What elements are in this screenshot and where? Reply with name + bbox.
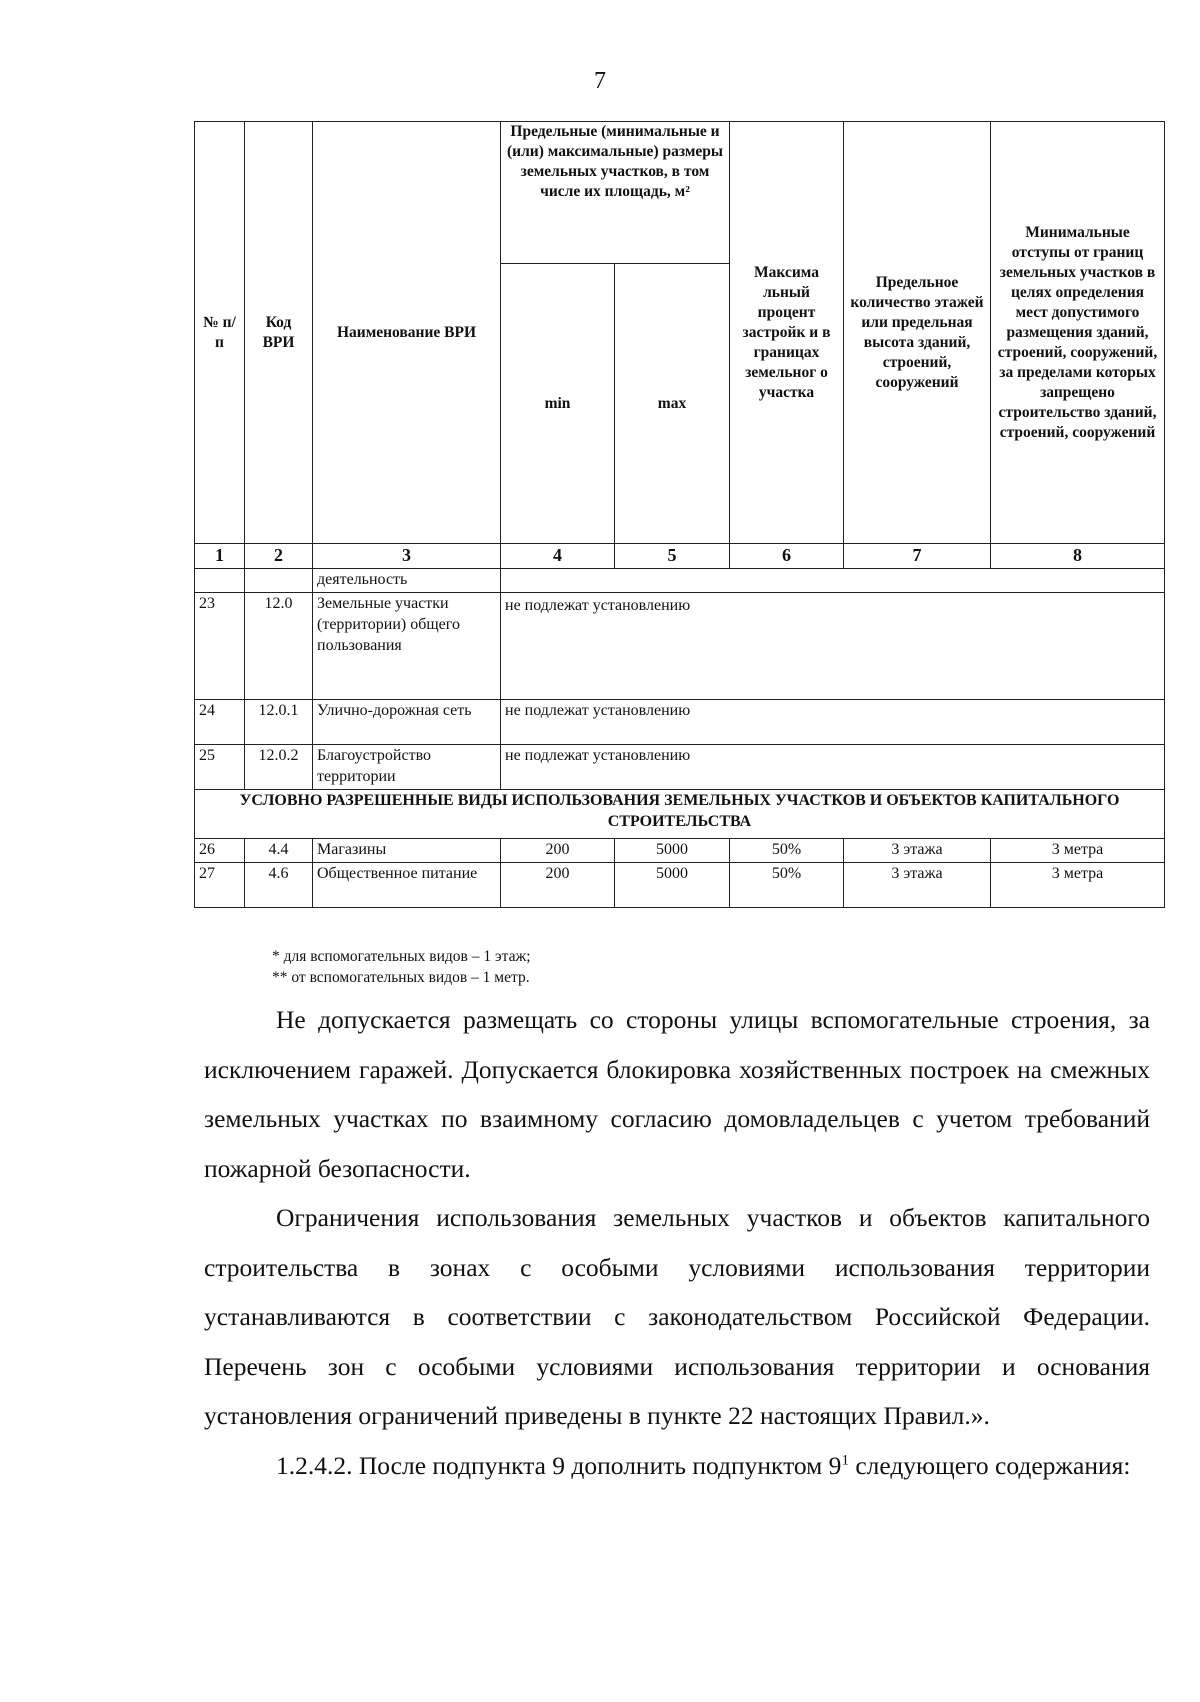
paragraph-text: 1.2.4.2. После подпункта 9 дополнить подпунктом 9 bbox=[276, 1450, 842, 1480]
row-percent: 50% bbox=[730, 863, 844, 908]
column-number: 4 bbox=[501, 544, 615, 569]
page-number: 7 bbox=[594, 68, 606, 94]
column-numbers-row bbox=[195, 544, 1165, 569]
table-row bbox=[195, 839, 1165, 863]
row-num: 26 bbox=[195, 839, 245, 863]
header-row-top bbox=[195, 122, 1165, 264]
table-row bbox=[195, 863, 1165, 908]
header-num: № п/п bbox=[195, 122, 245, 544]
header-code: Код ВРИ bbox=[245, 122, 313, 544]
header-size-group: Предельные (минимальные и (или) максимальные) размеры земельных участков, в том числе их площадь, м² bbox=[501, 122, 730, 264]
header-max-percent: Максима льный процент застройк и в границах земельног о участка bbox=[730, 122, 844, 544]
table-row bbox=[195, 700, 1165, 745]
header-min: min bbox=[501, 264, 615, 544]
footnote: * для вспомогательных видов – 1 этаж; bbox=[272, 948, 531, 965]
column-number: 8 bbox=[991, 544, 1165, 569]
section-title: УСЛОВНО РАЗРЕШЕННЫЕ ВИДЫ ИСПОЛЬЗОВАНИЯ ЗЕМЕЛЬНЫХ УЧАСТКОВ И ОБЪЕКТОВ КАПИТАЛЬНОГО СТРОИТЕЛЬСТВА bbox=[195, 790, 1165, 839]
row-max: 5000 bbox=[615, 863, 730, 908]
header-name: Наименование ВРИ bbox=[313, 122, 501, 544]
row-setback: 3 метра bbox=[991, 863, 1165, 908]
row-max: 5000 bbox=[615, 839, 730, 863]
continuation-text: деятельность bbox=[313, 569, 501, 593]
row-min: 200 bbox=[501, 863, 615, 908]
column-number: 7 bbox=[844, 544, 991, 569]
header-floors: Предельное количество этажей или предельная высота зданий, строений, сооружений bbox=[844, 122, 991, 544]
row-code: 4.4 bbox=[245, 839, 313, 863]
paragraph: Не допускается размещать со стороны улицы вспомогательные строения, за исключением гаражей. Допускается блокировка хозяйственных построек на смежных земельных участках по взаимному согласию домовладельцев с учетом требований пожарной безопасности. bbox=[204, 1005, 1150, 1183]
row-code: 12.0 bbox=[245, 593, 313, 700]
row-name: Благоустройство территории bbox=[313, 745, 501, 790]
superscript: 1 bbox=[841, 1452, 849, 1468]
column-number: 2 bbox=[245, 544, 313, 569]
header-setbacks: Минимальные отступы от границ земельных участков в целях определения мест допустимого размещения зданий, строений, сооружений, за пределами которых запрещено строительство зданий, строений, сооружений bbox=[991, 122, 1165, 544]
row-floors: 3 этажа bbox=[844, 839, 991, 863]
table-row-continuation bbox=[195, 569, 1165, 593]
row-num: 24 bbox=[195, 700, 245, 745]
paragraph bbox=[204, 1441, 1150, 1491]
body-text bbox=[204, 995, 1150, 1490]
land-use-table bbox=[194, 121, 1165, 908]
column-number: 1 bbox=[195, 544, 245, 569]
paragraph: Ограничения использования земельных участков и объектов капитального строительства в зонах с особыми условиями использования территории устанавливаются в соответствии с законодательством Российской Федерации. Перечень зон с особыми условиями использования территории и основания установления ограничений приведены в пункте 22 настоящих Правил.». bbox=[204, 1203, 1150, 1430]
empty-cell bbox=[195, 569, 245, 593]
paragraph-text: следующего содержания: bbox=[848, 1450, 1131, 1480]
table-row bbox=[195, 593, 1165, 700]
row-code: 12.0.2 bbox=[245, 745, 313, 790]
section-row bbox=[195, 790, 1165, 839]
row-num: 27 bbox=[195, 863, 245, 908]
column-number: 3 bbox=[313, 544, 501, 569]
row-merged-value: не подлежат установлению bbox=[501, 700, 1165, 745]
row-name: Магазины bbox=[313, 839, 501, 863]
row-setback: 3 метра bbox=[991, 839, 1165, 863]
row-name: Общественное питание bbox=[313, 863, 501, 908]
header-max: max bbox=[615, 264, 730, 544]
table-row bbox=[195, 745, 1165, 790]
empty-cell bbox=[501, 569, 1165, 593]
empty-cell bbox=[245, 569, 313, 593]
row-merged-value: не подлежат установлению bbox=[501, 745, 1165, 790]
row-code: 12.0.1 bbox=[245, 700, 313, 745]
column-number: 6 bbox=[730, 544, 844, 569]
row-min: 200 bbox=[501, 839, 615, 863]
column-number: 5 bbox=[615, 544, 730, 569]
footnotes bbox=[272, 946, 531, 988]
footnote: ** от вспомогательных видов – 1 метр. bbox=[272, 969, 530, 986]
row-code: 4.6 bbox=[245, 863, 313, 908]
row-percent: 50% bbox=[730, 839, 844, 863]
row-floors: 3 этажа bbox=[844, 863, 991, 908]
row-num: 23 bbox=[195, 593, 245, 700]
row-num: 25 bbox=[195, 745, 245, 790]
row-merged-value: не подлежат установлению bbox=[501, 593, 1165, 700]
row-name: Земельные участки (территории) общего пользования bbox=[313, 593, 501, 700]
row-name: Улично-дорожная сеть bbox=[313, 700, 501, 745]
